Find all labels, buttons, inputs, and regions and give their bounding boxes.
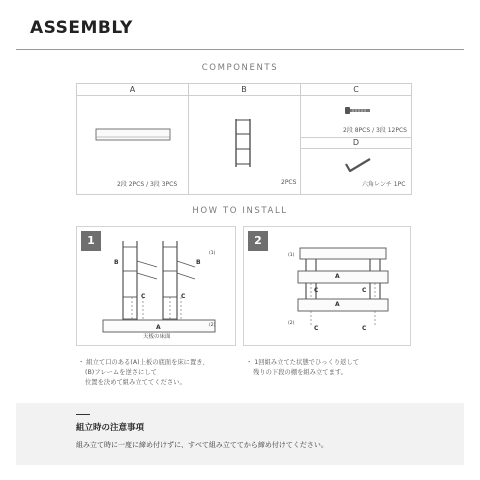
caution-accent-line bbox=[76, 414, 90, 415]
note-line: (B)フレームを逆さにして bbox=[85, 369, 157, 376]
label-c: C bbox=[314, 287, 319, 294]
component-caption-b: 2PCS bbox=[281, 179, 297, 186]
label-c: C bbox=[362, 325, 367, 332]
hex-wrench-icon bbox=[343, 156, 373, 174]
label-a: A bbox=[156, 324, 161, 331]
install-heading: HOW TO INSTALL bbox=[192, 206, 288, 216]
shelf-board-icon bbox=[95, 128, 171, 142]
note-line: 位置を決めて組み立ててください。 bbox=[85, 379, 186, 386]
label-c: C bbox=[141, 293, 146, 300]
component-letter-b: B bbox=[241, 85, 247, 94]
component-letter-c: C bbox=[353, 85, 359, 94]
page-title: ASSEMBLY bbox=[30, 18, 133, 38]
label-num: (2) bbox=[209, 323, 216, 328]
ladder-frame-icon bbox=[232, 117, 254, 169]
step-2-note bbox=[246, 358, 359, 378]
label-b: B bbox=[114, 259, 119, 266]
component-caption-a: 2段 2PCS / 3段 3PCS bbox=[117, 181, 178, 188]
label-a: A bbox=[335, 301, 340, 308]
screw-icon bbox=[344, 106, 372, 116]
step-1-note bbox=[78, 358, 209, 388]
label-a: A bbox=[335, 273, 340, 280]
step-2-panel bbox=[243, 226, 411, 346]
label-plate: 天板の床面 bbox=[143, 334, 171, 340]
component-letter-d: D bbox=[352, 138, 360, 147]
label-c: C bbox=[314, 325, 319, 332]
table-divider bbox=[77, 95, 411, 96]
components-heading: COMPONENTS bbox=[201, 63, 279, 73]
component-caption-d: 六角レンチ 1PC bbox=[362, 181, 406, 188]
table-divider bbox=[188, 84, 189, 194]
caution-box bbox=[16, 403, 464, 465]
note-line: ・ 1回組み立てた状態でひっくり返して bbox=[246, 359, 360, 366]
title-divider bbox=[16, 49, 464, 50]
step-2-illustration bbox=[244, 227, 410, 345]
label-num: (2) bbox=[288, 321, 295, 326]
label-b: B bbox=[196, 259, 201, 266]
step-number: 1 bbox=[81, 231, 101, 251]
note-line: 残りの下段の棚を組み立てます。 bbox=[253, 369, 347, 376]
note-line: ・ 組立て口のある(A)上板の底面を床に置き、 bbox=[78, 359, 209, 366]
step-number: 2 bbox=[248, 231, 268, 251]
table-divider bbox=[300, 148, 411, 149]
label-c: C bbox=[362, 287, 367, 294]
caution-title: 組立時の注意事項 bbox=[76, 423, 145, 433]
label-c: C bbox=[181, 293, 186, 300]
step-1-panel bbox=[76, 226, 236, 346]
component-letter-a: A bbox=[129, 85, 136, 94]
components-table bbox=[76, 83, 412, 195]
label-num: (1) bbox=[288, 253, 295, 258]
component-caption-c: 2段 8PCS / 3段 12PCS bbox=[343, 127, 407, 134]
label-num: (1) bbox=[209, 251, 216, 256]
caution-text: 組み立て時に一度に締め付けずに、すべて組み立ててから締め付けてください。 bbox=[76, 441, 328, 449]
